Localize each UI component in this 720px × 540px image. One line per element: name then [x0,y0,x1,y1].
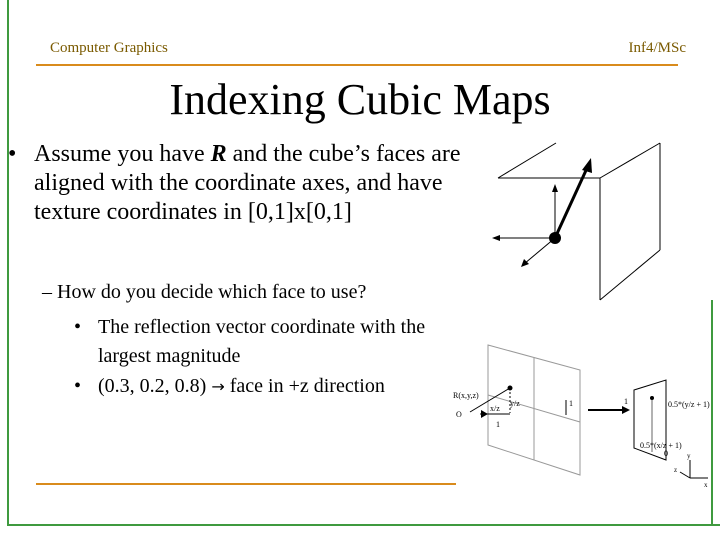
xz-arrowhead [481,410,488,418]
label-zero: 0 [664,449,668,458]
bullet-marker: • [74,375,82,397]
header-rule [36,64,678,66]
cube-edge [498,143,556,178]
bullet-marker: • [74,316,82,338]
axis-diagonal [524,238,555,264]
label-r-point: R(x,y,z) [453,391,479,400]
bullet-text: Assume you have R and the cube’s faces are aligned with the coordinate axes, and have texture coordinates in [0,1]x[0,1] [34,141,461,225]
r-point [508,386,513,391]
gizmo-label-z: z [674,466,678,474]
axis-arrowhead [552,184,558,192]
axis-arrowhead [492,235,500,241]
footer-rule [36,483,456,485]
label-x-over-z: x/z [490,404,500,413]
reflection-vector [555,166,588,238]
label-one-side: 1 [569,399,573,408]
label-one-bottom: 1 [496,420,500,429]
label-origin: O [456,410,462,419]
course-name: Computer Graphics [50,40,168,56]
projection-diagram [450,340,712,490]
bullet-text: (0.3, 0.2, 0.8) → face in +z direction [98,375,385,397]
label-coord-y: 0.5*(y/z + 1) [668,400,710,409]
gizmo-label-x: x [704,481,708,489]
course-code: Inf4/MSc [628,40,686,56]
label-one-target: 1 [624,397,628,406]
origin-point [549,232,561,244]
cube-edge [600,250,660,300]
label-y-over-z: y/z [510,399,520,408]
reflection-arrowhead [582,158,592,173]
gizmo-label-y: y [687,452,691,460]
label-coord-x: 0.5*(x/z + 1) [640,441,682,450]
cube-edge [600,143,660,178]
cube-face-diagram [488,140,670,302]
mapping-arrowhead [622,406,630,414]
axis-gizmo [680,460,708,478]
target-point [650,396,654,400]
sub-bullet-question: – How do you decide which face to use? [42,281,367,303]
gizmo-z-axis [680,472,690,478]
slide-title: Indexing Cubic Maps [169,75,551,124]
frame-bottom-border [7,524,720,526]
right-arrow-icon: → [211,377,225,396]
vector-r: R [210,141,227,167]
bullet-marker: • [8,141,17,167]
bullet-text: The reflection vector coordinate with the largest magnitude [98,316,426,367]
